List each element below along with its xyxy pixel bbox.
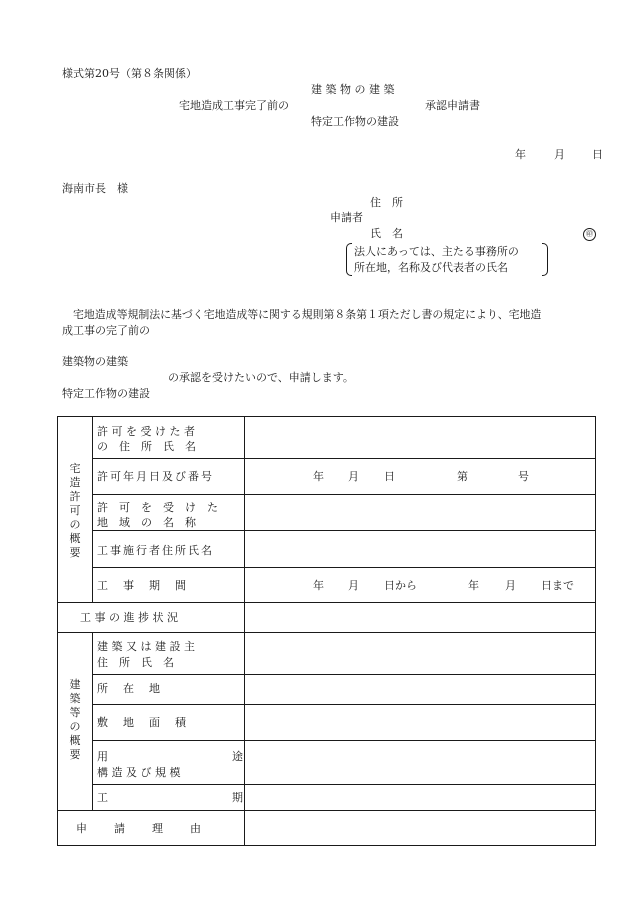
use-label-line1 bbox=[97, 751, 243, 762]
divider-reason-top bbox=[57, 810, 596, 811]
note-bracket-right bbox=[542, 243, 548, 276]
period-from-month: 月 bbox=[348, 579, 359, 592]
row-line bbox=[92, 784, 596, 785]
location-label: 所 在 地 bbox=[97, 682, 162, 695]
date-year: 年 bbox=[515, 148, 526, 161]
period-to-month: 月 bbox=[505, 579, 516, 592]
permit-month: 月 bbox=[348, 470, 359, 483]
addressee: 海南市長 様 bbox=[62, 182, 128, 195]
period-from-year: 年 bbox=[313, 579, 324, 592]
reason-label: 申 請 理 由 bbox=[76, 822, 209, 835]
date-month: 月 bbox=[554, 148, 565, 161]
row-line bbox=[92, 740, 596, 741]
holder-label-line1 bbox=[97, 426, 243, 437]
seal-mark: ㊞ bbox=[583, 228, 596, 241]
area-label-line1: 許 可 を 受 け た bbox=[97, 501, 218, 514]
use-left-text: 用 bbox=[97, 750, 108, 763]
applicant-label: 申請者 bbox=[330, 211, 363, 224]
applicant-note-line2: 所在地，名称及び代表者の氏名 bbox=[354, 261, 508, 274]
row-line bbox=[92, 494, 596, 495]
row-line bbox=[92, 704, 596, 705]
value-column-divider bbox=[244, 416, 245, 846]
divider-progress-bottom bbox=[57, 632, 596, 633]
period-to-day: 日まで bbox=[541, 579, 574, 592]
row-line bbox=[92, 458, 596, 459]
title-prefix: 宅地造成工事完了前の bbox=[179, 99, 289, 112]
use-right-text: 途 bbox=[232, 750, 243, 763]
period-to-year: 年 bbox=[468, 579, 479, 592]
title-suffix: 承認申請書 bbox=[425, 99, 480, 112]
date-day: 日 bbox=[592, 148, 603, 161]
period2-right-text: 期 bbox=[232, 791, 243, 804]
section2-label: 建築等の概要 bbox=[69, 678, 81, 761]
body-option-building: 建築物の建築 bbox=[62, 355, 128, 368]
body-line1: 宅地造成等規制法に基づく宅地造成等に関する規則第８条第１項ただし書の規定により、宅地造 bbox=[73, 308, 542, 321]
applicant-name-label: 氏 名 bbox=[370, 227, 403, 240]
permit-day: 日 bbox=[384, 470, 395, 483]
area-label-line2: 地 域 の 名 称 bbox=[97, 516, 196, 529]
period-label: 工 事 期 間 bbox=[97, 579, 188, 592]
applicant-address-label: 住 所 bbox=[370, 196, 403, 209]
holder-label-line2: の 住 所 氏 名 bbox=[97, 440, 196, 453]
owner-label-line1: 建 築 又 は 建 設 主 bbox=[97, 640, 195, 653]
form-number: 様式第20号（第８条関係） bbox=[62, 67, 197, 80]
note-bracket-left bbox=[346, 243, 352, 276]
period2-label bbox=[97, 792, 243, 803]
site-area-label: 敷 地 面 積 bbox=[97, 716, 188, 729]
divider-progress-top bbox=[57, 602, 596, 603]
body-middle: の承認を受けたいので、申請します。 bbox=[168, 371, 354, 384]
permit-number-suffix: 号 bbox=[518, 470, 529, 483]
row-line bbox=[92, 674, 596, 675]
owner-label-line2: 住 所 氏 名 bbox=[97, 656, 174, 669]
use-label-line2: 構 造 及 び 規 模 bbox=[97, 766, 181, 779]
contractor-label: 工事施行者住所氏名 bbox=[97, 544, 214, 557]
title-option-structure: 特定工作物の建設 bbox=[311, 115, 399, 128]
row-line bbox=[92, 567, 596, 568]
period2-left-text: 工 bbox=[97, 791, 108, 804]
body-line2: 成工事の完了前の bbox=[62, 324, 150, 337]
permit-year: 年 bbox=[313, 470, 324, 483]
row-line bbox=[92, 530, 596, 531]
section2-label-divider bbox=[92, 632, 93, 810]
permit-number-prefix: 第 bbox=[457, 470, 468, 483]
holder-line1-text: 許 可 を 受 け た 者 bbox=[97, 425, 195, 438]
progress-label: 工 事 の 進 捗 状 況 bbox=[80, 611, 178, 624]
permit-date-label: 許可年月日及び番号 bbox=[97, 470, 214, 483]
section1-label: 宅造許可の概要 bbox=[69, 462, 81, 559]
title-option-building: 建 築 物 の 建 築 bbox=[311, 83, 395, 96]
period-from-day: 日から bbox=[384, 579, 417, 592]
body-option-structure: 特定工作物の建設 bbox=[62, 387, 150, 400]
section1-label-divider bbox=[92, 416, 93, 602]
applicant-note-line1: 法人にあっては、主たる事務所の bbox=[354, 245, 519, 258]
